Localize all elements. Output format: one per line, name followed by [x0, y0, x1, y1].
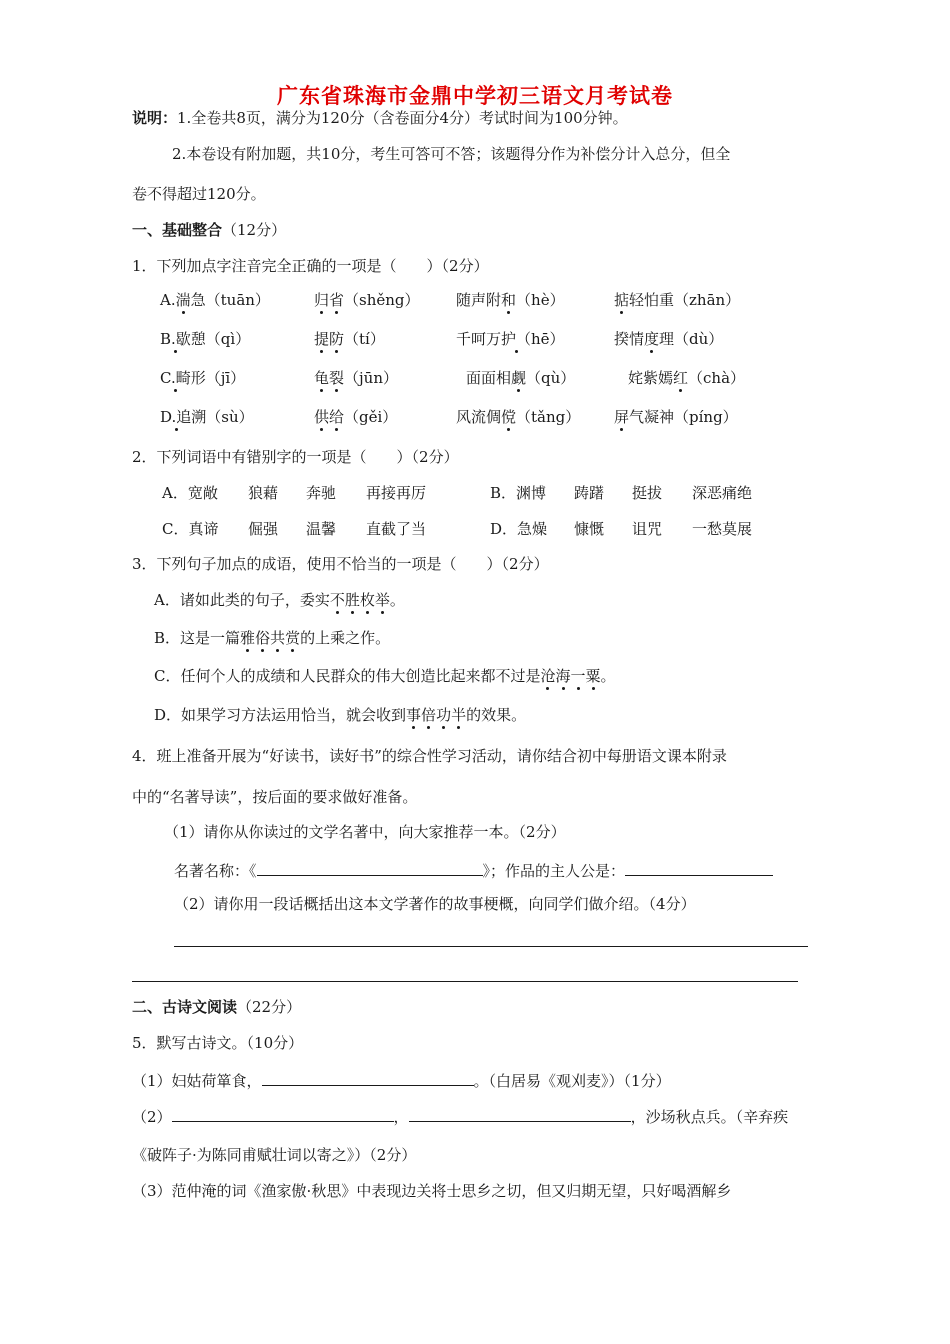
- dotted-char: 度: [644, 330, 660, 348]
- option-text: 气凝神（píng）: [629, 408, 738, 426]
- question-3-option-d: [154, 705, 526, 725]
- option-a-idiom: 不胜枚举: [329, 591, 390, 609]
- answer-line-2[interactable]: [132, 981, 798, 982]
- q1-option-C-word-2: [314, 368, 398, 388]
- q1-option-A-word-3: [456, 290, 565, 310]
- question-5-item-2-source: 《破阵子·为陈同甫赋壮词以寄之》）（2分）: [132, 1146, 417, 1164]
- dotted-char: 裂: [329, 369, 345, 387]
- question-3-option-a: [154, 590, 405, 610]
- option-text: 千呵万护: [456, 330, 517, 348]
- section-1-score: （12分）: [222, 221, 287, 239]
- q1-option-B-word-1: [160, 329, 250, 349]
- dotted-char: 屏: [614, 408, 630, 426]
- option-text: 随声附: [456, 291, 502, 309]
- question-4-sub-1: （1）请你从你读过的文学名著中，向大家推荐一本。（2分）: [164, 823, 566, 841]
- question-2-stem: 2．下列词语中有错别字的一项是（ ）（2分）: [132, 448, 459, 466]
- q2-word: 奔驰: [306, 484, 337, 502]
- q1-option-A-word-4: [614, 290, 740, 310]
- option-text: 歇憩（qì）: [175, 330, 251, 348]
- notes-label: 说明：: [132, 109, 178, 127]
- exam-title: 广东省珠海市金鼎中学初三语文月考试卷: [277, 84, 673, 108]
- item-2-blank-1[interactable]: [172, 1105, 394, 1122]
- option-text: （tǎng）: [516, 408, 581, 426]
- dotted-char: 傥: [501, 408, 517, 426]
- q2-word: 诅咒: [632, 520, 663, 538]
- dotted-char: 给: [329, 408, 345, 426]
- q2-word: A．宽敞: [162, 484, 218, 502]
- option-text: 畸形（jī）: [175, 369, 246, 387]
- option-d-end: 的效果。: [466, 706, 527, 724]
- q2-word: 慷慨: [574, 520, 605, 538]
- question-4-stem-2: 中的“名著导读”，按后面的要求做好准备。: [132, 788, 418, 806]
- option-text: 揆情: [614, 330, 645, 348]
- option-text: 追溯（sù）: [176, 408, 254, 426]
- question-4-sub-2: （2）请你用一段话概括出这本文学著作的故事梗概，向同学们做介绍。（4分）: [174, 895, 696, 913]
- question-4-stem-1: 4．班上准备开展为“好读书，读好书”的综合性学习活动，请你结合初中每册语文课本附录: [132, 747, 727, 765]
- option-text: C.: [160, 369, 176, 387]
- q1-option-B-word-4: [614, 329, 723, 349]
- item-1-blank[interactable]: [262, 1069, 474, 1086]
- notes-text-3: 卷不得超过120分。: [132, 185, 266, 203]
- option-d-idiom: 事倍功半: [406, 706, 467, 724]
- q2-word: 深恶痛绝: [692, 484, 753, 502]
- option-text: B.: [160, 330, 176, 348]
- dotted-char: 省: [329, 291, 345, 309]
- q1-option-A-word-2: [314, 290, 420, 310]
- dotted-char: 湍: [175, 291, 191, 309]
- q2-word: 直截了当: [366, 520, 427, 538]
- option-b-idiom: 雅俗共赏: [240, 629, 301, 647]
- option-text: 理（dù）: [659, 330, 724, 348]
- q2-word: 一愁莫展: [692, 520, 753, 538]
- q1-option-A-word-1: [160, 290, 270, 310]
- q2-word: 狼藉: [248, 484, 279, 502]
- option-a-text: A．诸如此类的句子，委实: [154, 591, 330, 609]
- item-2-number: （2）: [132, 1108, 172, 1126]
- section-2-score: （22分）: [237, 998, 302, 1016]
- dotted-char: 防: [329, 330, 345, 348]
- protagonist-blank[interactable]: [625, 859, 773, 876]
- dotted-char: 红: [673, 369, 689, 387]
- option-text: 风流倜: [456, 408, 502, 426]
- option-text: （hè）: [516, 291, 565, 309]
- option-text: 姹紫嫣: [628, 369, 674, 387]
- notes-line-1: [132, 108, 628, 128]
- q1-option-D-word-2: [314, 407, 397, 427]
- option-text: 轻怕重（zhān）: [629, 291, 741, 309]
- item-2-text: ，沙场秋点兵。（辛弃疾: [630, 1108, 789, 1126]
- option-b-end: 的上乘之作。: [300, 629, 391, 647]
- q1-option-C-word-4: [628, 368, 745, 388]
- question-5-item-3: （3）范仲淹的词《渔家傲·秋思》中表现边关将士思乡之切，但又归期无望，只好喝酒解乡: [132, 1182, 732, 1200]
- book-name-blank[interactable]: [257, 859, 483, 876]
- q1-option-D-word-1: [160, 407, 254, 427]
- answer-line-1[interactable]: [174, 946, 808, 947]
- option-text: （jūn）: [344, 369, 399, 387]
- item-1-source: 。（白居易《观刈麦》）（1分）: [473, 1072, 671, 1090]
- option-c-idiom: 沧海一粟: [540, 667, 601, 685]
- book-name-label: 名著名称：《: [174, 862, 257, 880]
- section-1-heading: [132, 220, 286, 240]
- q2-word: 再接再厉: [366, 484, 427, 502]
- dotted-char: 觑: [511, 369, 527, 387]
- item-2-comma: ，: [393, 1108, 409, 1126]
- option-text: D.: [160, 408, 177, 426]
- option-text: （shěng）: [344, 291, 420, 309]
- item-2-blank-2[interactable]: [409, 1105, 631, 1122]
- q1-option-C-word-3: [466, 368, 575, 388]
- option-text: 面面相: [466, 369, 512, 387]
- q2-word: 倔强: [248, 520, 279, 538]
- section-2-label: 二、古诗文阅读: [132, 998, 238, 1016]
- section-2-heading: [132, 997, 301, 1017]
- q2-word: 温馨: [306, 520, 337, 538]
- q1-option-D-word-4: [614, 407, 738, 427]
- question-5-item-2: [132, 1105, 788, 1127]
- option-text: （tí）: [344, 330, 385, 348]
- option-text: （qù）: [526, 369, 576, 387]
- protagonist-label: 》；作品的主人公是：: [482, 862, 626, 880]
- notes-text-1: 1.全卷共8页，满分为120分（含卷面分4分）考试时间为100分钟。: [177, 109, 628, 127]
- q2-word: 挺拔: [632, 484, 663, 502]
- item-1-text: （1）妇姑荷箪食，: [132, 1072, 262, 1090]
- q2-word: D．急燥: [490, 520, 548, 538]
- q1-option-B-word-2: [314, 329, 385, 349]
- option-a-end: 。: [389, 591, 405, 609]
- q1-option-D-word-3: [456, 407, 580, 427]
- dotted-char: 提: [314, 330, 330, 348]
- option-d-text: D．如果学习方法运用恰当，就会收到: [154, 706, 407, 724]
- q1-option-C-word-1: [160, 368, 245, 388]
- option-b-text: B．这是一篇: [154, 629, 241, 647]
- section-1-label: 一、基础整合: [132, 221, 223, 239]
- option-c-text: C．任何个人的成绩和人民群众的伟大创造比起来都不过是: [154, 667, 541, 685]
- option-c-end: 。: [600, 667, 616, 685]
- option-text: （gěi）: [344, 408, 398, 426]
- option-text: （chà）: [688, 369, 746, 387]
- question-5-item-1: [132, 1069, 671, 1091]
- question-1-stem: 1．下列加点字注音完全正确的一项是（ ）（2分）: [132, 257, 489, 275]
- q1-option-B-word-3: [456, 329, 565, 349]
- dotted-char: 和: [501, 291, 517, 309]
- option-text: （hē）: [516, 330, 565, 348]
- question-3-stem: 3．下列句子加点的成语，使用不恰当的一项是（ ）（2分）: [132, 555, 549, 573]
- dotted-char: 掂: [614, 291, 630, 309]
- dotted-char: 归: [314, 291, 330, 309]
- question-5-stem: 5．默写古诗文。（10分）: [132, 1034, 304, 1052]
- option-text: A.: [160, 291, 176, 309]
- dotted-char: 供: [314, 408, 330, 426]
- dotted-char: 龟: [314, 369, 330, 387]
- question-4-book-line: [174, 859, 773, 881]
- option-text: 急（tuān）: [190, 291, 270, 309]
- q2-word: C．真谛: [162, 520, 219, 538]
- question-3-option-b: [154, 628, 390, 648]
- q2-word: B．渊博: [490, 484, 547, 502]
- q2-word: 踌躇: [574, 484, 605, 502]
- question-3-option-c: [154, 666, 616, 686]
- notes-text-2: 2.本卷设有附加题，共10分，考生可答可不答；该题得分作为补偿分计入总分，但全: [172, 145, 731, 163]
